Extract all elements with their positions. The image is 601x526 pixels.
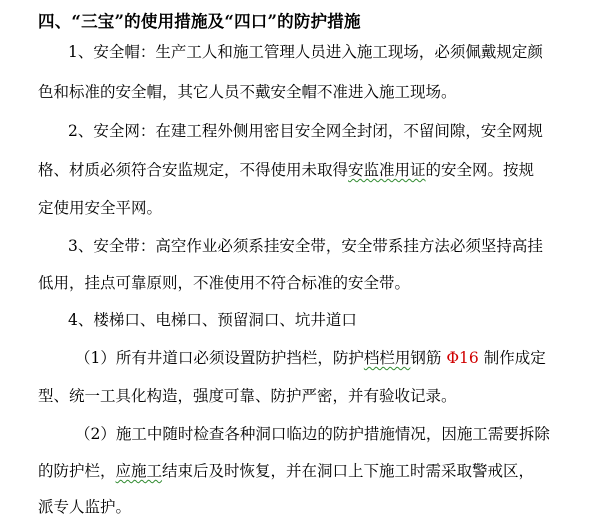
text-segment: 钢筋 bbox=[410, 349, 447, 367]
section-heading: 四、“三宝”的使用措施及“四口”的防护措施 bbox=[38, 12, 361, 31]
paragraph-safety-helmet-line-1: 1、安全帽：生产工人和施工管理人员进入施工现场，必须佩戴规定颜 bbox=[68, 43, 543, 61]
paragraph-safety-helmet-line-2: 色和标准的安全帽，其它人员不戴安全帽不准进入施工现场。 bbox=[38, 83, 457, 101]
text-segment: 的安全网。按规 bbox=[425, 161, 535, 179]
paragraph-safety-belt-line-1: 3、安全带：高空作业必须系挂安全带，安全带系挂方法必须坚持高挂 bbox=[68, 237, 543, 255]
text-segment: 格、材质必须符合安监规定，不得使用未取得 bbox=[38, 161, 349, 179]
paragraph-shaft-openings-line-2: 型、统一工具化构造，强度可靠、防护严密，并有验收记录。 bbox=[38, 387, 457, 405]
paragraph-safety-net-line-1: 2、安全网：在建工程外侧用密目安全网全封闭，不留间隙，安全网规 bbox=[68, 122, 543, 140]
spellcheck-underlined-text: 档栏用 bbox=[363, 349, 411, 367]
paragraph-safety-belt-line-2: 低用，挂点可靠原则，不准使用不符合标准的安全带。 bbox=[38, 274, 411, 292]
paragraph-four-openings-title: 4、楼梯口、电梯口、预留洞口、坑井道口 bbox=[68, 311, 357, 329]
spellcheck-underlined-text: 安监准用证 bbox=[348, 161, 426, 179]
paragraph-edge-protection-line-1: （2）施工中随时检查各种洞口临边的防护措施情况，因施工需要拆除 bbox=[75, 425, 550, 443]
spellcheck-underlined-text: 应施工 bbox=[115, 462, 163, 480]
text-segment: 的防护栏， bbox=[38, 462, 116, 480]
text-segment: （1）所有井道口必须设置防护挡栏，防护 bbox=[75, 349, 364, 367]
paragraph-edge-protection-line-2 bbox=[38, 464, 534, 480]
paragraph-safety-net-line-2 bbox=[38, 163, 534, 179]
text-segment: 制作成定 bbox=[478, 349, 546, 367]
paragraph-edge-protection-line-3: 派专人监护。 bbox=[38, 498, 132, 516]
text-segment: 结束后及时恢复，并在洞口上下施工时需采取警戒区， bbox=[162, 462, 535, 480]
paragraph-safety-net-line-3: 定使用安全平网。 bbox=[38, 199, 163, 217]
paragraph-shaft-openings-line-1 bbox=[75, 351, 546, 367]
rebar-spec-highlight: Φ16 bbox=[446, 349, 479, 367]
